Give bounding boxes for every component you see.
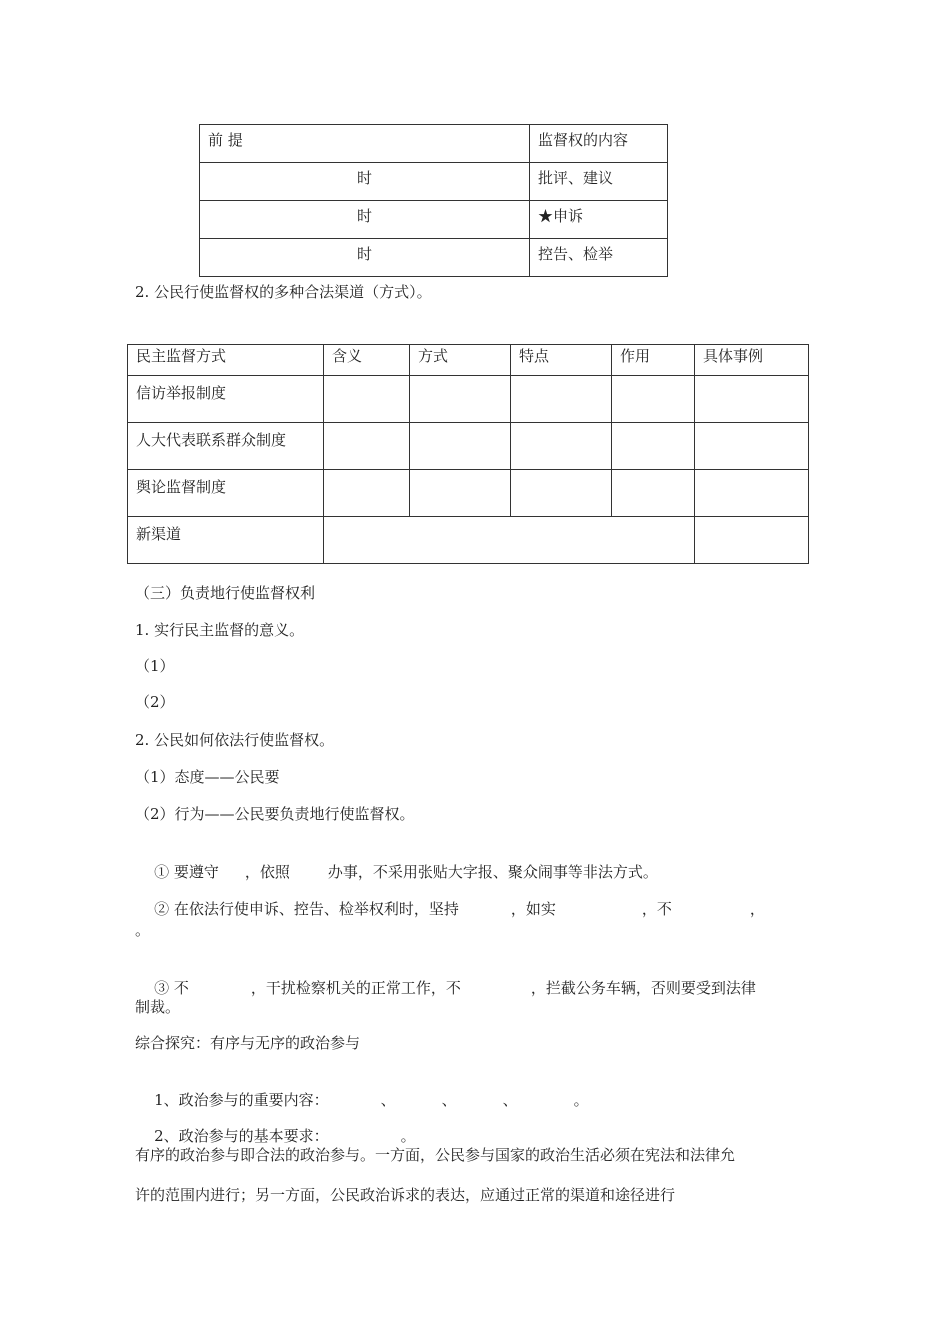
- list-item: [135, 958, 756, 1018]
- text-fragment: ，拦截公务车辆，否则要受到法律: [530, 979, 756, 997]
- paragraph-line: 有序的政治参与即合法的政治参与。一方面，公民参与国家的政治生活必须在宪法和法律允: [135, 1146, 736, 1164]
- blank-cell: [511, 376, 612, 423]
- blank-cell: [324, 376, 410, 423]
- table-row: [128, 517, 809, 564]
- table-row: [200, 239, 668, 277]
- header-cell: 含义: [324, 345, 410, 376]
- blank-cell: [612, 376, 695, 423]
- content-cell: ★申诉: [530, 201, 668, 239]
- section-heading-3: （三）负责地行使监督权利: [135, 584, 316, 602]
- text-fragment: ，如实: [510, 900, 556, 918]
- text-fragment: 、: [441, 1091, 457, 1109]
- text-fragment: ③ 不: [154, 979, 189, 997]
- section-heading-synthesis: 综合探究：有序与无序的政治参与: [135, 1034, 361, 1052]
- text-fragment: ② 在依法行使申诉、控告、检举权利时，坚持: [154, 900, 459, 918]
- table-row: [128, 376, 809, 423]
- blank-cell: [695, 376, 809, 423]
- premise-cell: 时: [200, 201, 530, 239]
- text-fragment: 办事，不采用张贴大字报、聚众闹事等非法方式。: [327, 863, 658, 881]
- premise-cell: 时: [200, 239, 530, 277]
- blank-cell: [410, 376, 511, 423]
- header-cell: 作用: [612, 345, 695, 376]
- blank-cell: [511, 423, 612, 470]
- header-cell: 方式: [410, 345, 511, 376]
- header-cell: 具体事例: [695, 345, 809, 376]
- blank-cell: [511, 470, 612, 517]
- item-heading: 1. 实行民主监督的意义。: [135, 621, 305, 639]
- text-fragment: ，干扰检察机关的正常工作，不: [250, 979, 461, 997]
- text-fragment: 、: [380, 1091, 396, 1109]
- header-premise: 前 提: [200, 125, 530, 163]
- blank-cell: [324, 423, 410, 470]
- list-item: （2）行为——公民要负责地行使监督权。: [135, 805, 415, 823]
- list-item: （2）: [135, 693, 175, 711]
- text-fragment: ，依照: [244, 863, 290, 881]
- text-fragment: 。: [400, 1127, 416, 1145]
- table-header-row: [200, 125, 668, 163]
- content-cell: 控告、检举: [530, 239, 668, 277]
- supervision-methods-table: [127, 344, 809, 564]
- header-cell: 民主监督方式: [128, 345, 324, 376]
- text-fragment: ，: [749, 900, 765, 918]
- header-content: 监督权的内容: [530, 125, 668, 163]
- method-cell: 舆论监督制度: [128, 470, 324, 517]
- table-row: [128, 423, 809, 470]
- text-fragment: 、: [502, 1091, 518, 1109]
- blank-cell: [695, 517, 809, 564]
- blank-cell: [612, 470, 695, 517]
- blank-cell: [324, 517, 695, 564]
- supervision-rights-table: [199, 124, 668, 277]
- section-heading-channels: 2. 公民行使监督权的多种合法渠道（方式）。: [135, 283, 432, 301]
- item-heading: 2. 公民如何依法行使监督权。: [135, 731, 335, 749]
- method-cell: 信访举报制度: [128, 376, 324, 423]
- blank-cell: [410, 423, 511, 470]
- blank-cell: [410, 470, 511, 517]
- content-cell: 批评、建议: [530, 163, 668, 201]
- method-cell: 人大代表联系群众制度: [128, 423, 324, 470]
- premise-cell: 时: [200, 163, 530, 201]
- table-row: [200, 201, 668, 239]
- table-row: [128, 470, 809, 517]
- text-fragment: 2、政治参与的基本要求：: [154, 1127, 329, 1145]
- blank-cell: [324, 470, 410, 517]
- text-fragment: 。: [135, 921, 151, 939]
- list-item: [135, 879, 765, 939]
- text-fragment: ① 要遵守: [154, 863, 219, 881]
- list-item: （1）态度——公民要: [135, 768, 280, 786]
- text-fragment: 。: [573, 1091, 589, 1109]
- table-row: [200, 163, 668, 201]
- blank-cell: [695, 423, 809, 470]
- list-item: （1）: [135, 657, 175, 675]
- blank-cell: [612, 423, 695, 470]
- header-cell: 特点: [511, 345, 612, 376]
- text-fragment: 1、政治参与的重要内容：: [154, 1091, 329, 1109]
- text-fragment: ，不: [641, 900, 672, 918]
- paragraph-line: 许的范围内进行；另一方面，公民政治诉求的表达，应通过正常的渠道和途径进行: [135, 1186, 676, 1204]
- method-cell: 新渠道: [128, 517, 324, 564]
- text-fragment: 制裁。: [135, 998, 181, 1016]
- table-header-row: [128, 345, 809, 376]
- blank-cell: [695, 470, 809, 517]
